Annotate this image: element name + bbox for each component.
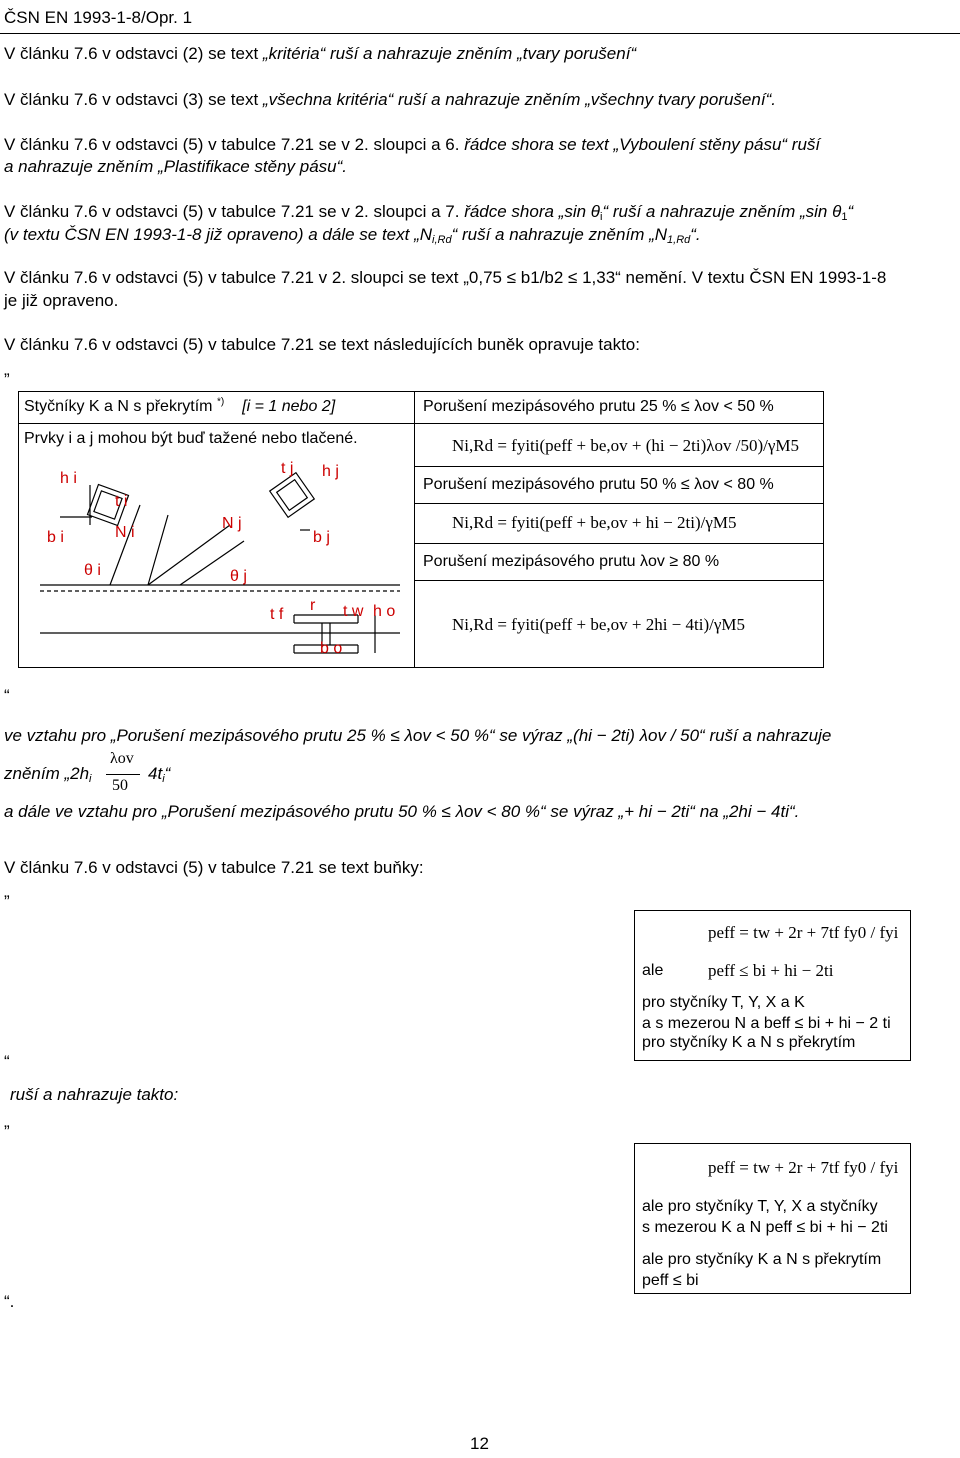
label-t-f: t f — [270, 606, 284, 623]
fraction-denominator: 50 — [112, 777, 128, 794]
quote-open-2: „ — [4, 882, 10, 901]
row1-formula: Ni,Rd = fyiti(peff + be,ov + (hi − 2ti)λov /50)/γM5 — [452, 436, 800, 455]
box1-text-1: pro styčníky T, Y, X a K — [642, 994, 805, 1011]
label-b-i: b i — [47, 529, 64, 546]
label-t-w: t w — [343, 603, 364, 620]
paragraph-2: V článku 7.6 v odstavci (3) se text „všechna kritéria“ ruší a nahrazuje zněním „všechny tvary porušení“. — [4, 90, 776, 109]
box2-text-3: ale pro styčníky K a N s překrytím — [642, 1251, 882, 1268]
box2-formula-1: peff = tw + 2r + 7tf fy0 / fyi — [708, 1158, 899, 1177]
paragraph-3-line-2: a nahrazuje zněním „Plastifikace stěny pásu“. — [4, 157, 348, 176]
paragraph-5: V článku 7.6 v odstavci (5) v tabulce 7.21 v 2. sloupci se text „0,75 ≤ b1/b2 ≤ 1,33“ nemění. V textu ČSN EN 1993-1-8 — [4, 268, 887, 287]
paragraph-7-line-2-end: $4t_i“$ — [148, 764, 171, 785]
box1-ale: ale — [642, 962, 664, 979]
table-header-left: Styčníky K a N s překrytím *) [i = 1 nebo 2] — [24, 396, 336, 415]
header-rule — [0, 33, 960, 34]
paragraph-9: ruší a nahrazuje takto: — [10, 1085, 179, 1104]
box2-text-4: peff ≤ bi — [642, 1272, 699, 1289]
row3-formula: Ni,Rd = fyiti(peff + be,ov + 2hi − 4ti)/γM5 — [452, 615, 745, 634]
paragraph-7-line-3: a dále ve vztahu pro „Porušení mezipásového prutu 50 % ≤ λov < 80 %“ se výraz „+ hi − 2ti“ na „2hi − 4ti“. — [4, 802, 800, 821]
quote-close-2: “ — [4, 1052, 10, 1071]
box2-text-2: s mezerou K a N peff ≤ bi + hi − 2ti — [642, 1219, 888, 1236]
label-theta-j: θ j — [230, 568, 247, 585]
table-body-left-text: Prvky i a j mohou být buď tažené nebo tlačené. — [24, 430, 358, 447]
paragraph-6: V článku 7.6 v odstavci (5) v tabulce 7.21 se text následujících buněk opravuje takto: — [4, 335, 640, 354]
label-t-i: t i — [115, 493, 128, 510]
quote-open-3: „ — [4, 1112, 10, 1131]
label-N-i: N i — [115, 524, 135, 541]
label-r: r — [310, 597, 316, 614]
page-number: 12 — [470, 1434, 489, 1453]
label-h-j: h j — [322, 463, 339, 480]
label-b-o: b o — [320, 640, 343, 657]
paragraph-4: V článku 7.6 v odstavci (5) v tabulce 7.21 se v 2. sloupci a 7. řádce shora „sin $\theta_i“$ ruší a nahrazuje zněním „sin $\theta_1“$ — [4, 202, 854, 223]
paragraph-4-line-2: (v textu ČSN EN 1993-1-8 již opraveno) a dále se text $„N_{i,Rd}“$ ruší a nahrazuje zněním $„N_{1,Rd}“$. — [4, 225, 701, 246]
label-theta-i: θ i — [84, 562, 101, 579]
table-divider-header — [18, 423, 824, 424]
row3-failure-mode: Porušení mezipásového prutu λov ≥ 80 % — [423, 553, 720, 570]
label-b-j: b j — [313, 529, 330, 546]
final-quote-mark: “. — [4, 1292, 15, 1311]
label-N-j: N j — [222, 515, 242, 532]
table-divider-row3 — [414, 543, 824, 544]
label-h-i: h i — [60, 470, 77, 487]
paragraph-5-line-2: je již opraveno. — [4, 291, 119, 310]
label-t-j: t j — [281, 460, 294, 477]
joint-diagram — [30, 455, 408, 660]
row1-failure-mode: Porušení mezipásového prutu 25 % ≤ λov < 50 % — [423, 398, 774, 415]
box1-formula-2: peff ≤ bi + hi − 2ti — [708, 961, 834, 980]
row2-failure-mode: Porušení mezipásového prutu 50 % ≤ λov < 80 % — [423, 476, 774, 493]
table-divider-row2 — [414, 503, 824, 504]
box1-text-3: pro styčníky K a N s překrytím — [642, 1034, 856, 1051]
quote-close-1: “ — [4, 686, 10, 705]
paragraph-8: V článku 7.6 v odstavci (5) v tabulce 7.21 se text buňky: — [4, 858, 424, 877]
table-divider-row4 — [414, 580, 824, 581]
paragraph-1: V článku 7.6 v odstavci (2) se text „kritéria“ ruší a nahrazuje zněním „tvary porušení“ — [4, 44, 637, 63]
fraction-bar — [106, 774, 140, 775]
paragraph-7-line-2: zněním $„2h_i$ — [4, 764, 92, 785]
table-divider-vertical — [414, 391, 415, 668]
label-h-o: h o — [373, 603, 396, 620]
table-divider-row1 — [414, 466, 824, 467]
row2-formula: Ni,Rd = fyiti(peff + be,ov + hi − 2ti)/γM5 — [452, 513, 737, 532]
paragraph-3: V článku 7.6 v odstavci (5) v tabulce 7.21 se v 2. sloupci a 6. řádce shora se text „Vyboulení stěny pásu“ ruší — [4, 135, 821, 154]
paragraph-7: ve vztahu pro „Porušení mezipásového prutu 25 % ≤ λov < 50 %“ se výraz „(hi − 2ti) λov / 50“ ruší a nahrazuje — [4, 726, 832, 745]
page-header: ČSN EN 1993-1-8/Opr. 1 — [4, 8, 193, 27]
box2-text-1: ale pro styčníky T, Y, X a styčníky — [642, 1198, 878, 1215]
box1-formula-1: peff = tw + 2r + 7tf fy0 / fyi — [708, 923, 899, 942]
box1-text-2: a s mezerou N a beff ≤ bi + hi − 2 ti — [642, 1015, 891, 1032]
quote-open-1: „ — [4, 360, 10, 379]
fraction-numerator: λov — [110, 750, 134, 767]
